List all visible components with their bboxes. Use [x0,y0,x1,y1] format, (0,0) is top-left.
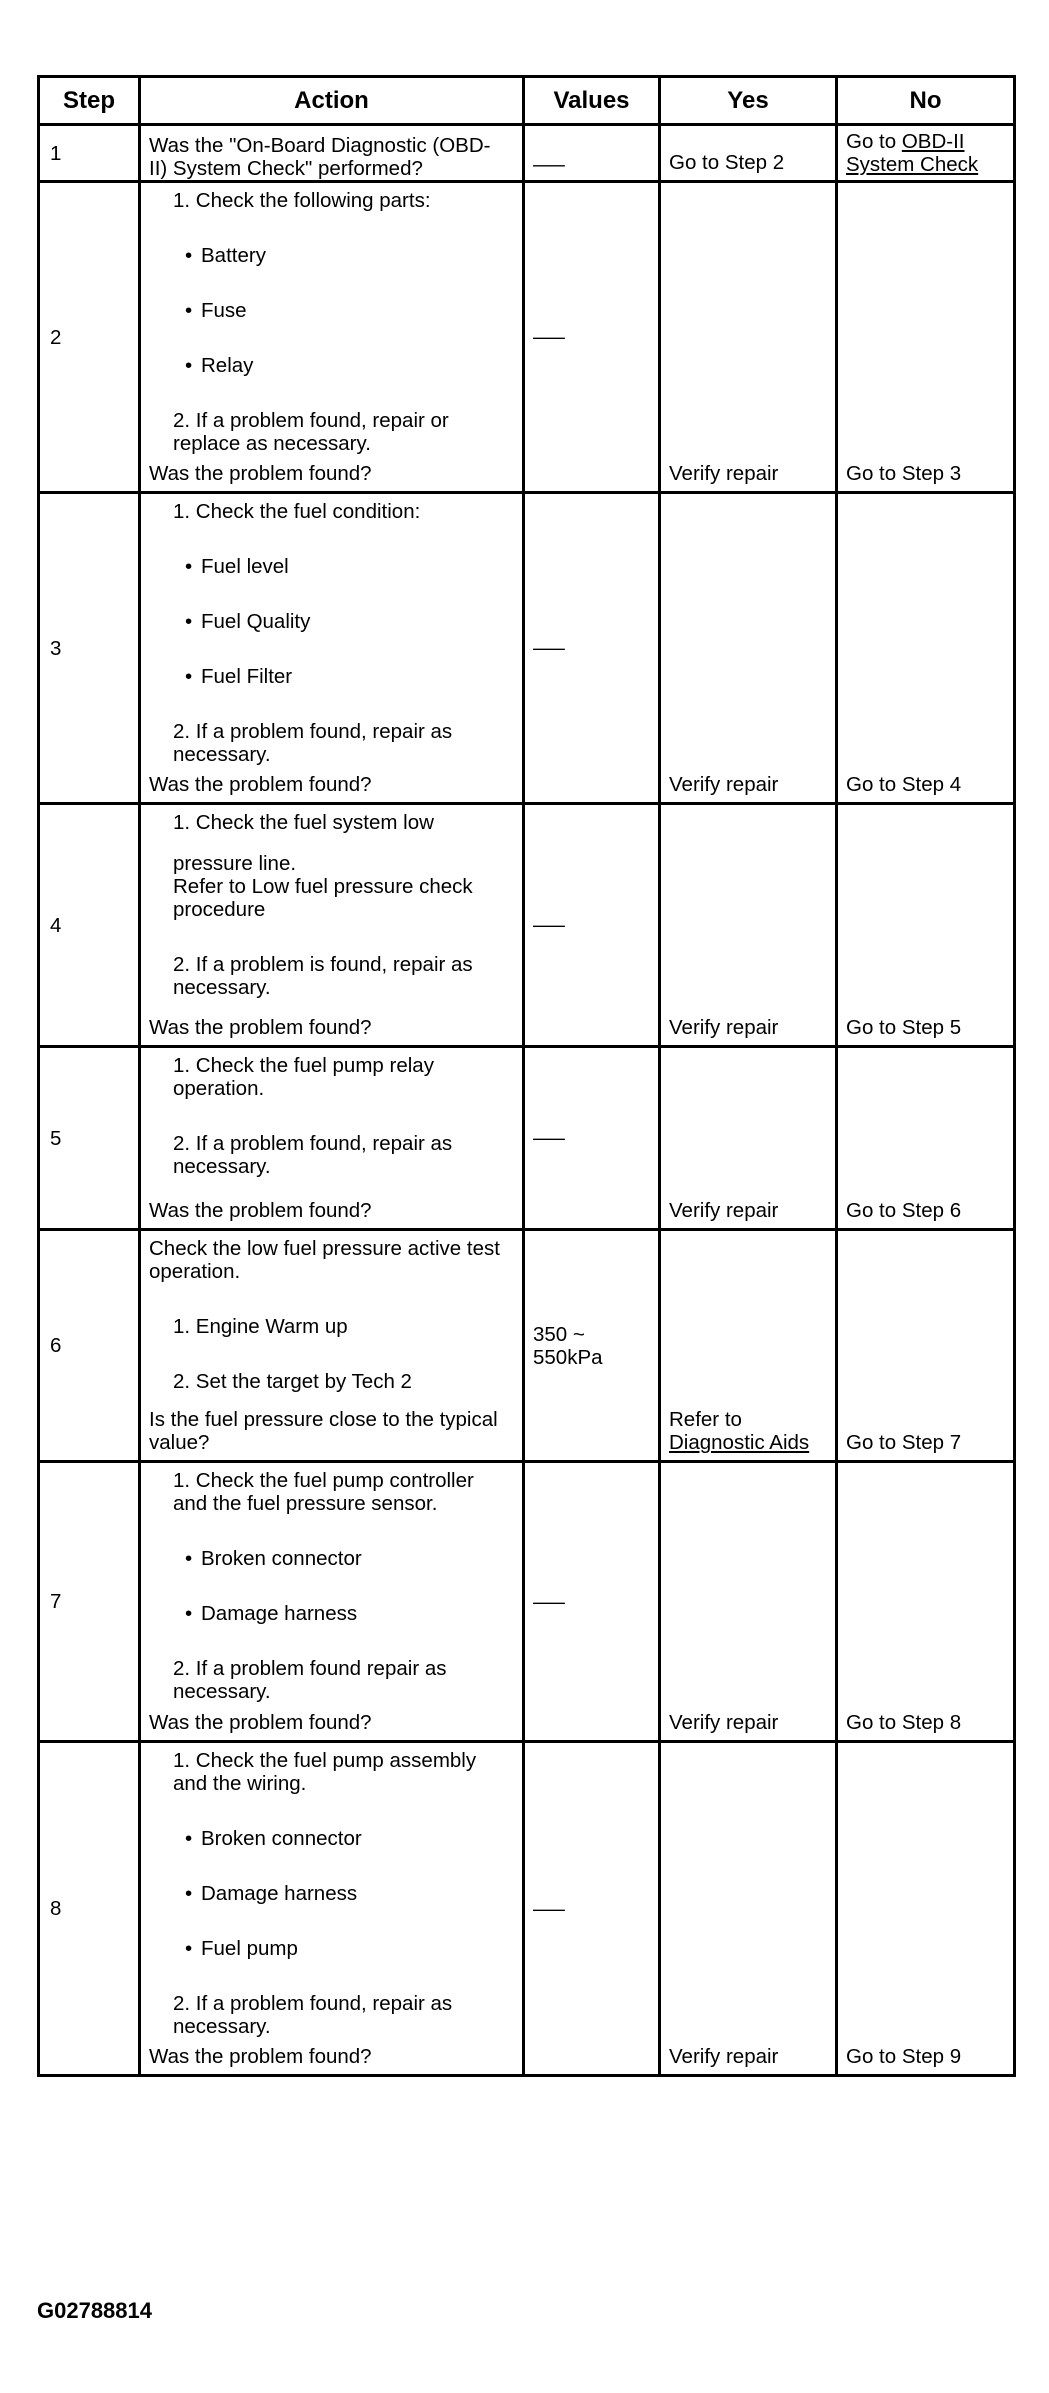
no-prefix: Go to [846,130,902,153]
values-text: —– [533,325,565,349]
no-text: Go to Step 7 [846,1431,962,1454]
action-bullet-item: • Relay [149,354,504,377]
yes-cell [660,125,837,182]
action-cell [140,1462,524,1742]
action-question: Was the problem found? [149,1016,372,1039]
yes-text: Verify repair [669,1199,779,1222]
header-yes: Yes [660,77,837,125]
step-cell: 7 [39,1462,140,1742]
header-no: No [837,77,1015,125]
action-line: 1. Check the fuel pump relay operation. [173,1054,434,1100]
action-question: Was the problem found? [149,462,372,485]
action-cell [140,804,524,1047]
action-line: 1. Check the following parts: [173,189,431,212]
values-cell [524,1047,660,1230]
diagnostic-table [37,75,1016,2077]
no-cell [837,493,1015,804]
table-row [39,1742,1015,2076]
yes-cell [660,1047,837,1230]
no-text: Go to Step 4 [846,773,962,796]
action-bullet-item: • Damage harness [149,1882,504,1905]
step-cell: 6 [39,1230,140,1462]
table-row [39,1230,1015,1462]
no-cell [837,182,1015,493]
table-row [39,1047,1015,1230]
action-question: Was the problem found? [149,1711,372,1734]
action-line: 2. If a problem is found, repair as necessary. [173,953,473,999]
action-line: 1. Check the fuel pump assembly and the wiring. [173,1749,477,1795]
table-row [39,125,1015,182]
action-line: 1. Check the fuel condition: [173,500,421,523]
step-cell: 2 [39,182,140,493]
action-cell [140,493,524,804]
action-line: 2. If a problem found, repair as necessary. [173,1132,453,1178]
action-bullet-item: • Fuel pump [149,1937,504,1960]
yes-cell [660,804,837,1047]
action-line: 2. Set the target by Tech 2 [173,1370,412,1393]
values-cell [524,1462,660,1742]
action-line: 1. Check the fuel pump controller and the fuel pressure sensor. [173,1469,474,1515]
yes-text: Verify repair [669,773,779,796]
values-cell [524,182,660,493]
values-cell [524,125,660,182]
action-question: Was the problem found? [149,1199,372,1222]
yes-cell [660,493,837,804]
values-cell [524,1230,660,1462]
yes-cell [660,1742,837,2076]
action-bullet-item: • Broken connector [149,1827,504,1850]
no-text: Go to Step 8 [846,1711,962,1734]
action-question: Was the "On-Board Diagnostic (OBD-II) System Check" performed? [149,134,491,180]
action-cell [140,125,524,182]
no-cell [837,1230,1015,1462]
action-line: 2. If a problem found, repair as necessary. [173,720,453,766]
yes-cell [660,182,837,493]
action-line: Refer to Low fuel pressure check procedure [173,875,473,921]
step-cell: 4 [39,804,140,1047]
yes-prefix: Refer to [669,1408,742,1431]
no-text: Go to Step 3 [846,462,962,485]
no-cell [837,1462,1015,1742]
yes-text: Verify repair [669,1016,779,1039]
values-cell [524,493,660,804]
yes-text: Verify repair [669,1711,779,1734]
table-row [39,493,1015,804]
yes-cell [660,1230,837,1462]
action-bullet-item: • Battery [149,244,504,267]
header-step: Step [39,77,140,125]
no-text: Go to Step 5 [846,1016,962,1039]
action-cell [140,182,524,493]
table-row [39,182,1015,493]
no-cell [837,804,1015,1047]
table-row [39,1462,1015,1742]
no-text: Go to Step 9 [846,2045,962,2068]
no-cell [837,1742,1015,2076]
table-header-row [39,77,1015,125]
action-line: pressure line. [173,852,297,875]
action-bullet-item: • Fuel level [149,555,504,578]
action-bullet-item: • Fuel Filter [149,665,504,688]
values-text: —– [533,1126,565,1150]
step-cell: 5 [39,1047,140,1230]
action-line: 1. Engine Warm up [173,1315,348,1338]
no-text: Go to Step 6 [846,1199,962,1222]
values-text: —– [533,153,565,176]
action-line: Check the low fuel pressure active test operation. [149,1237,500,1283]
action-line: 2. If a problem found repair as necessary. [173,1657,447,1703]
action-cell [140,1047,524,1230]
action-line: 1. Check the fuel system low [173,811,434,834]
header-values: Values [524,77,660,125]
values-text: —– [533,1590,565,1613]
yes-text: Verify repair [669,462,779,485]
action-cell [140,1742,524,2076]
action-question: Is the fuel pressure close to the typical value? [149,1408,498,1454]
values-cell [524,1742,660,2076]
action-line: 2. If a problem found, repair as necessary. [173,1992,453,2038]
action-bullet-item: • Damage harness [149,1602,504,1625]
action-bullet-item: • Broken connector [149,1547,504,1570]
action-question: Was the problem found? [149,2045,372,2068]
header-action: Action [140,77,524,125]
yes-cell [660,1462,837,1742]
values-text: —– [533,1897,565,1920]
yes-text: Go to Step 2 [669,151,785,174]
obd-system-check-link[interactable]: OBD-II System Check [846,130,979,176]
values-cell [524,804,660,1047]
figure-id: G02788814 [37,2298,152,2323]
values-text: —– [533,636,565,660]
action-bullet-item: • Fuse [149,299,504,322]
no-cell [837,125,1015,182]
step-cell: 1 [39,125,140,182]
step-cell: 8 [39,1742,140,2076]
yes-text: Verify repair [669,2045,779,2068]
action-question: Was the problem found? [149,773,372,796]
step-cell: 3 [39,493,140,804]
diagnostic-aids-link[interactable]: Diagnostic Aids [669,1431,810,1454]
values-text: 350 ~ 550kPa [533,1322,603,1369]
table-row [39,804,1015,1047]
action-cell [140,1230,524,1462]
values-text: —– [533,913,565,937]
action-bullet-item: • Fuel Quality [149,610,504,633]
no-cell [837,1047,1015,1230]
action-line: 2. If a problem found, repair or replace as necessary. [173,409,449,455]
